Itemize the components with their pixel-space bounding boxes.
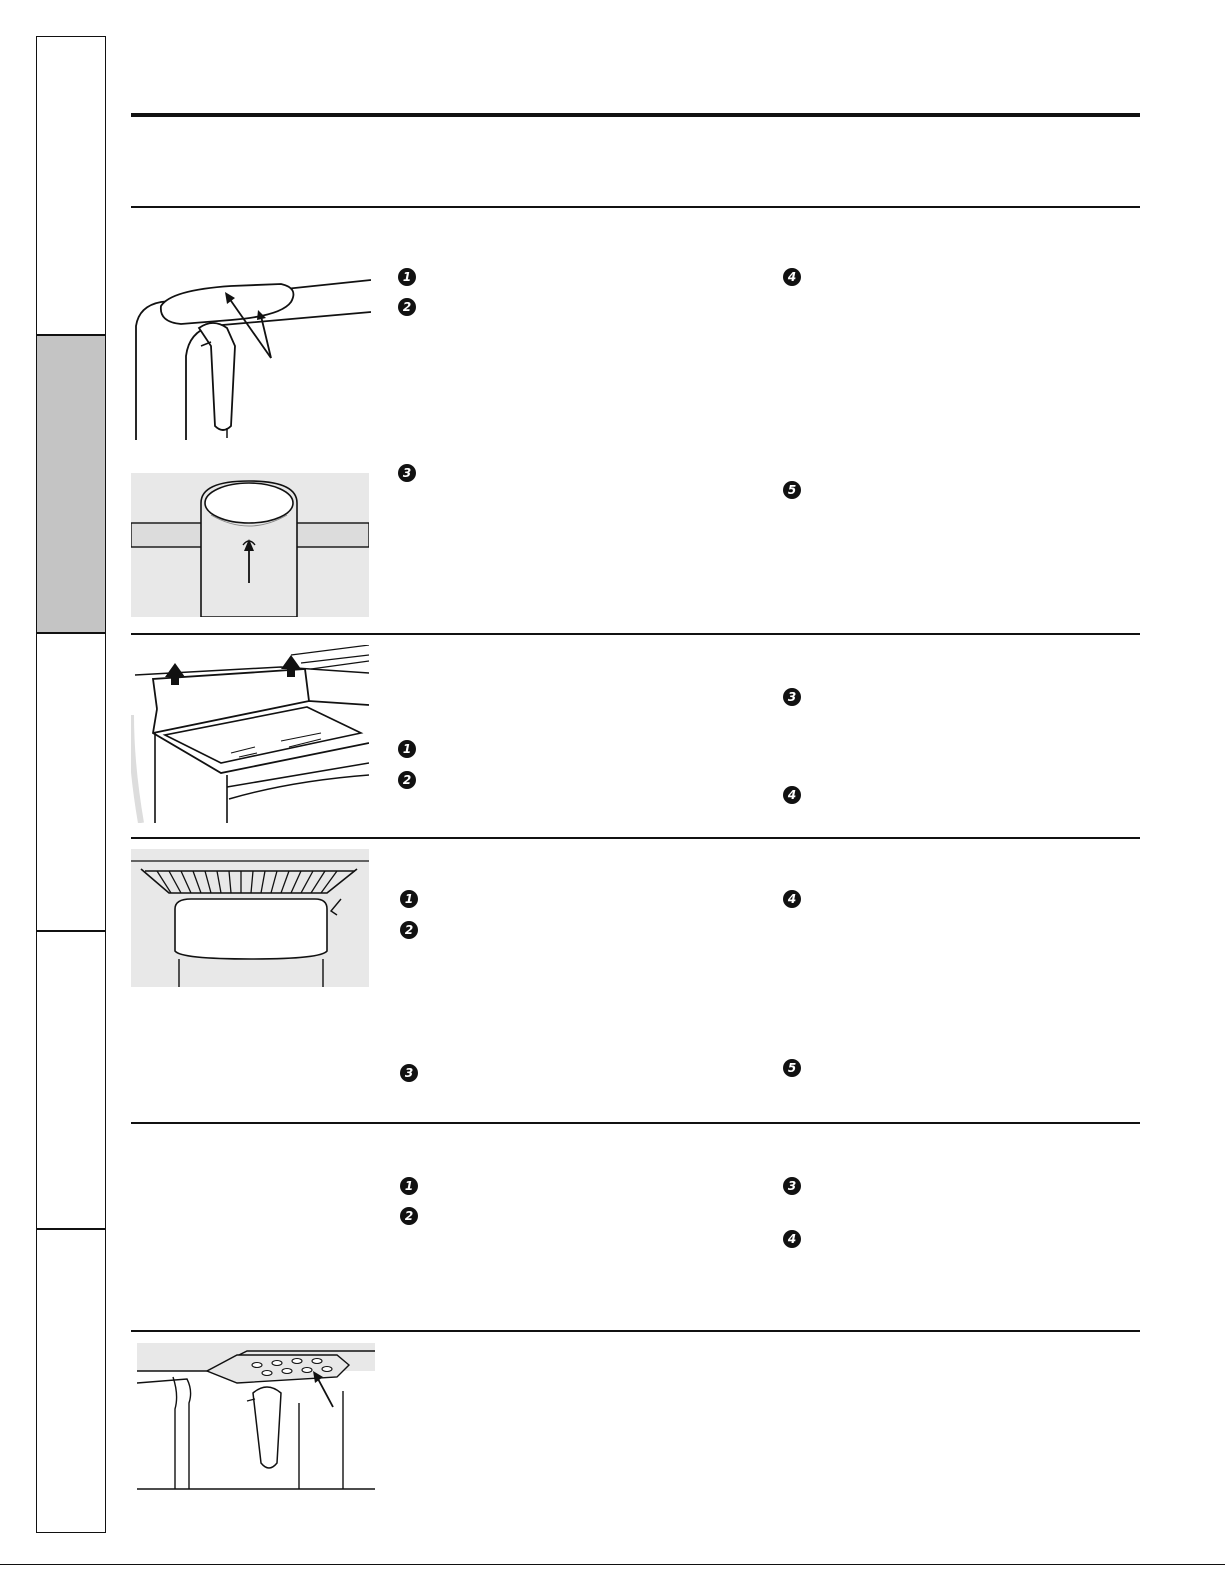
step-marker: 2 <box>400 1207 418 1225</box>
step-marker: 2 <box>398 298 416 316</box>
side-tab-4[interactable] <box>37 932 105 1230</box>
step-marker: 5 <box>783 1059 801 1077</box>
section-rule-2 <box>131 633 1140 635</box>
section-rule-3 <box>131 837 1140 839</box>
side-tab-2[interactable] <box>37 336 105 634</box>
section-rule-4 <box>131 1122 1140 1124</box>
header-rule <box>131 113 1140 117</box>
step-marker: 3 <box>398 464 416 482</box>
step-marker: 3 <box>783 688 801 706</box>
dispenser-grille-illustration <box>137 1343 375 1495</box>
step-marker: 1 <box>400 890 418 908</box>
shelf-drawer-illustration <box>131 849 369 987</box>
side-tab-5[interactable] <box>37 1230 105 1532</box>
section-rule-1 <box>131 206 1140 208</box>
step-marker: 3 <box>783 1177 801 1195</box>
step-marker: 2 <box>400 921 418 939</box>
step-marker: 4 <box>783 786 801 804</box>
step-marker: 1 <box>398 268 416 286</box>
step-marker: 4 <box>783 890 801 908</box>
side-tab-1[interactable] <box>37 37 105 336</box>
side-tab-strip <box>36 36 106 1533</box>
step-marker: 3 <box>400 1064 418 1082</box>
dispenser-spout-illustration <box>131 266 371 440</box>
step-marker: 1 <box>398 740 416 758</box>
step-marker: 1 <box>400 1177 418 1195</box>
step-marker: 2 <box>398 771 416 789</box>
step-marker: 4 <box>783 1230 801 1248</box>
section-rule-5 <box>131 1330 1140 1332</box>
page-bottom-rule <box>0 1564 1225 1565</box>
range-backguard-illustration <box>131 645 369 823</box>
cup-notch-illustration <box>131 473 369 617</box>
step-marker: 4 <box>783 268 801 286</box>
step-marker: 5 <box>783 481 801 499</box>
side-tab-3[interactable] <box>37 634 105 932</box>
